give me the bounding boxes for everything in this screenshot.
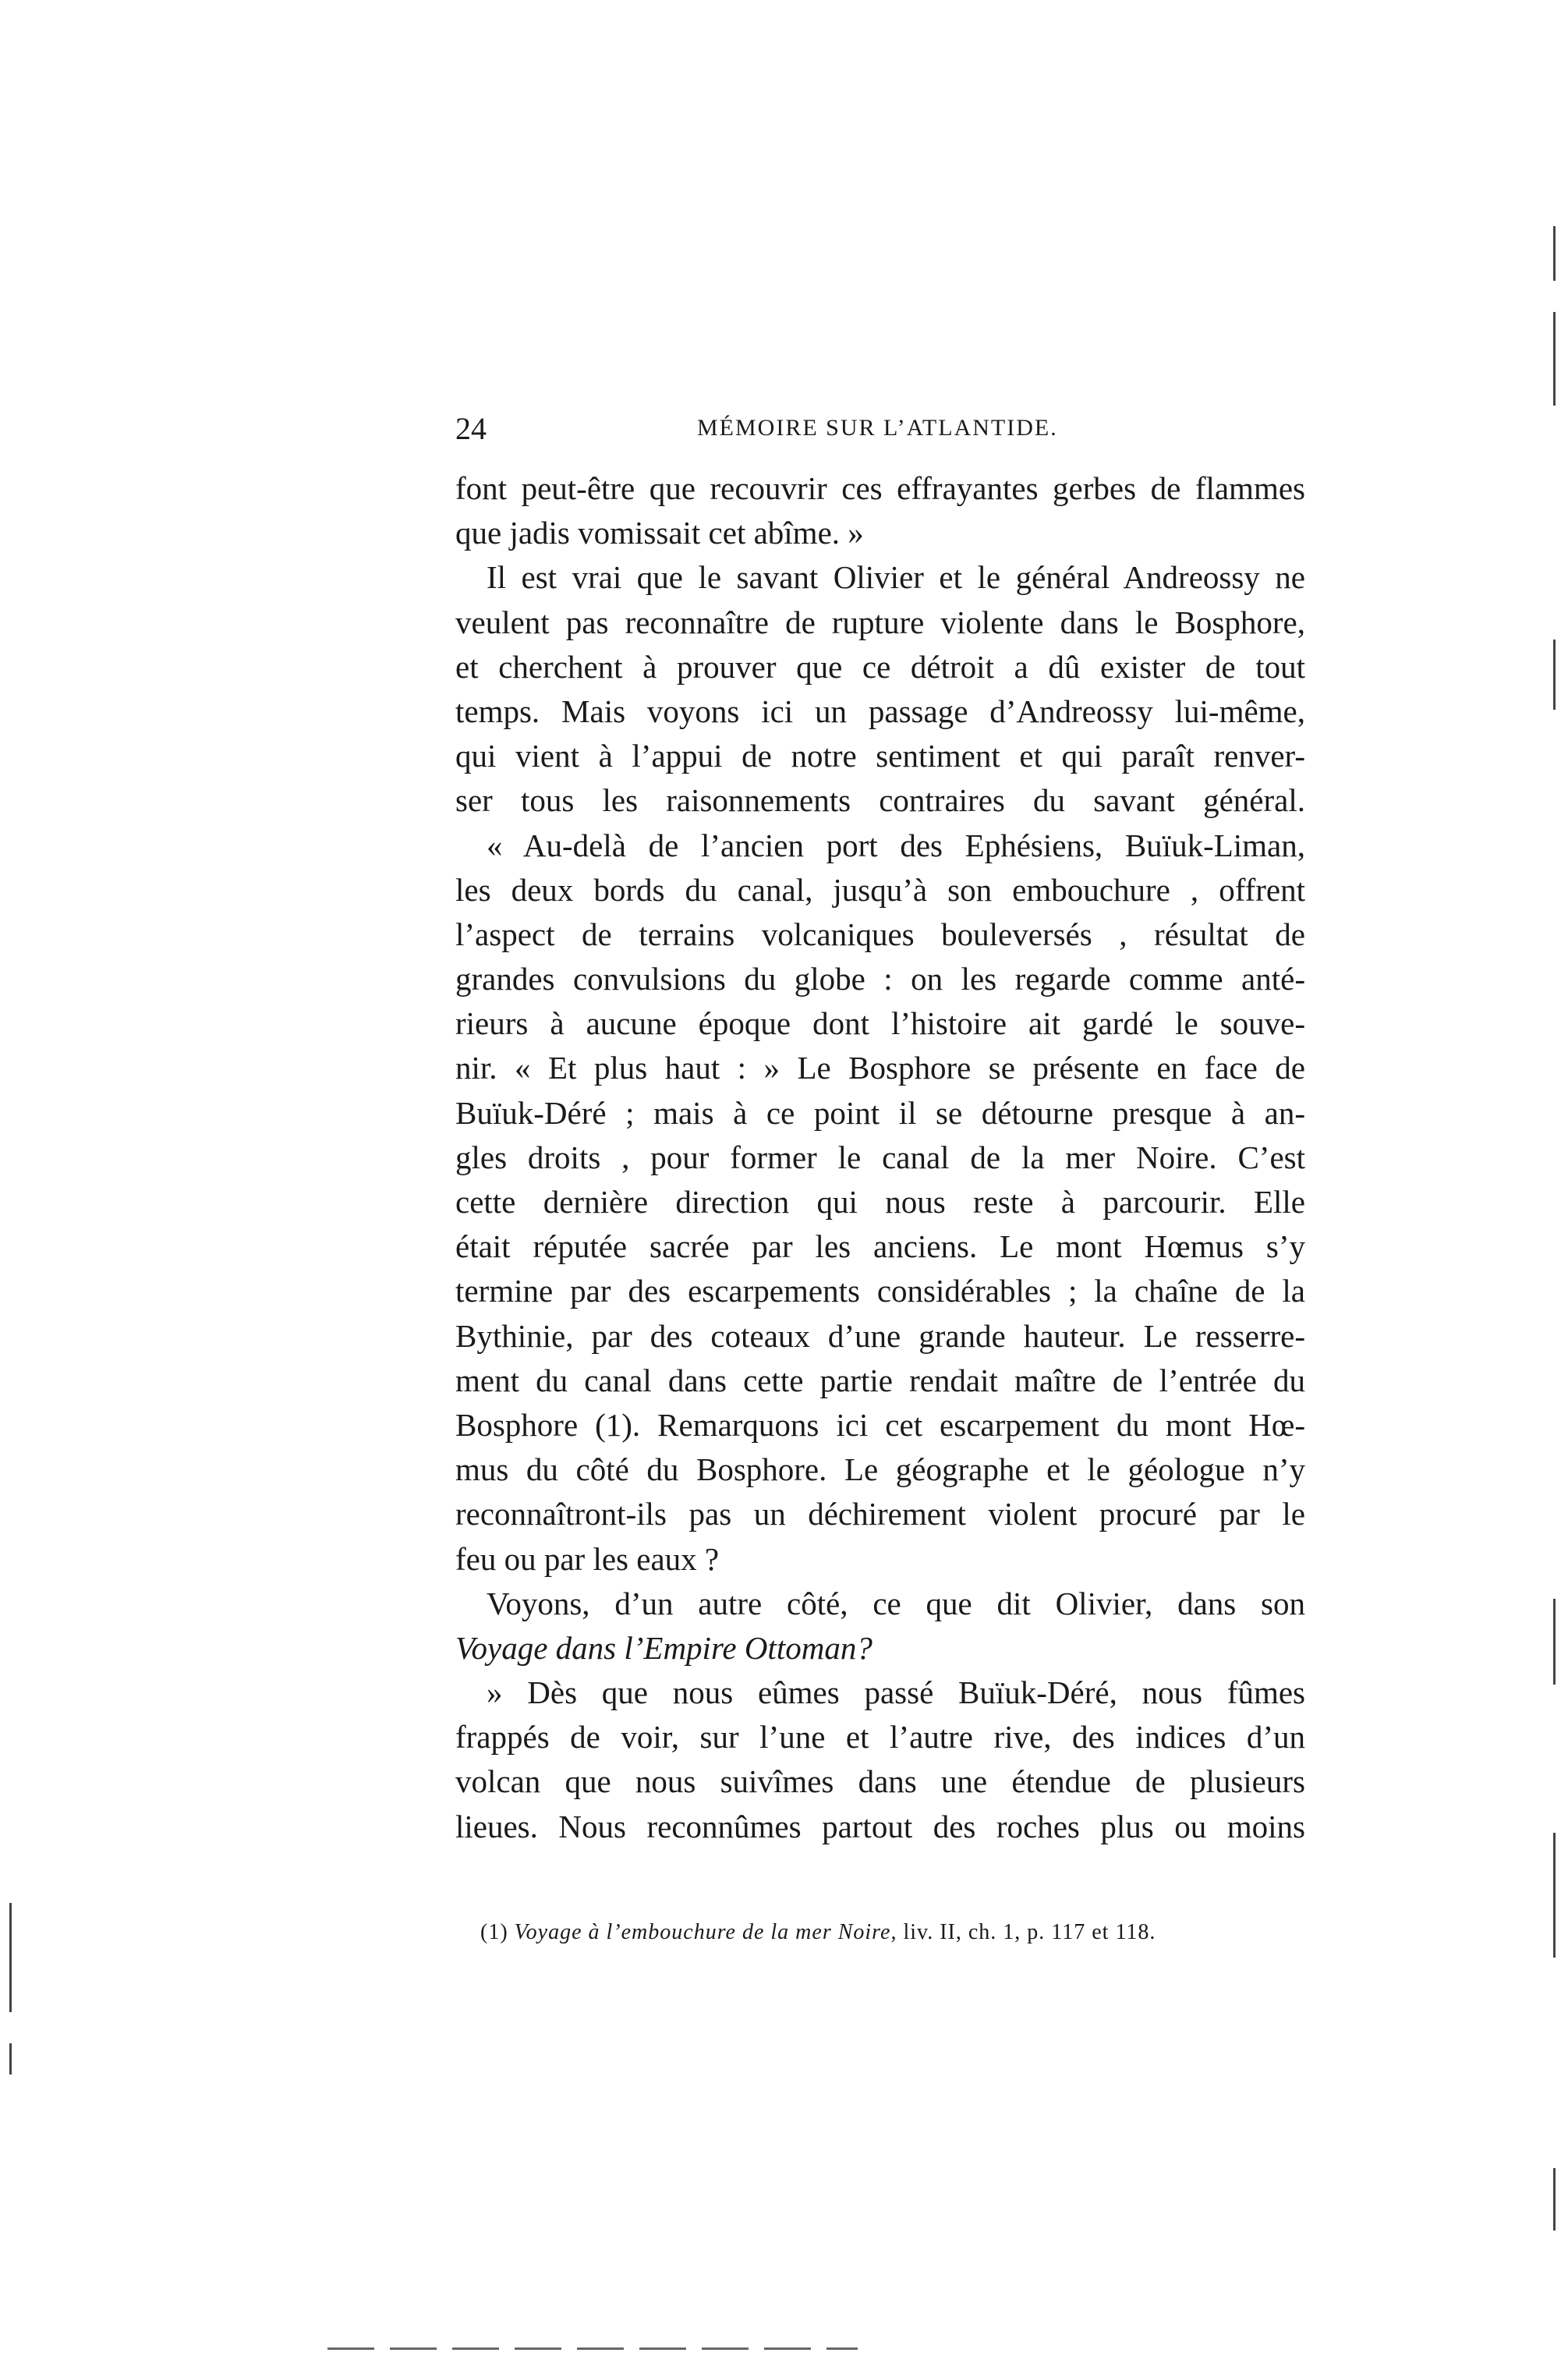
scan-edge-mark [1553,1599,1556,1685]
text-line: font peut-être que recouvrir ces effrayantes gerbes de flammes [455,470,1305,506]
scan-bottom-dash [327,2347,374,2350]
text-line: volcan que nous suivîmes dans une étendue de plusieurs [455,1763,1305,1800]
footnote-title: Voyage à l’embouchure de la mer Noire, [514,1920,897,1944]
text-line: Il est vrai que le savant Olivier et le général Andreossy ne [487,559,1305,596]
scan-edge-mark [9,2043,12,2075]
text-line: temps. Mais voyons ici un passage d’Andreossy lui-même, [455,693,1305,729]
scan-edge-mark [1553,2168,1556,2230]
scan-bottom-dash [826,2347,858,2350]
text-line: grandes convulsions du globe : on les regarde comme anté- [455,961,1305,997]
scan-edge-mark [1553,1833,1556,1958]
text-line: lieues. Nous reconnûmes partout des roches plus ou moins [455,1808,1305,1844]
body-text [455,466,1305,1849]
scan-bottom-dash [452,2347,499,2350]
text-line: Bosphore (1). Remarquons ici cet escarpement du mont Hœ- [455,1406,1305,1443]
scan-bottom-dash [639,2347,686,2350]
text-line: était réputée sacrée par les anciens. Le mont Hœmus s’y [455,1228,1305,1265]
text-line: Voyons, d’un autre côté, ce que dit Olivier, dans son [487,1585,1305,1621]
text-line: ment du canal dans cette partie rendait maître de l’entrée du [455,1362,1305,1398]
scan-bottom-dash [390,2347,437,2350]
scan-bottom-dash [702,2347,749,2350]
text-line: feu ou par les eaux ? [455,1540,720,1577]
scan-edge-mark [1553,640,1556,710]
text-line: frappés de voir, sur l’une et l’autre rive, des indices d’un [455,1719,1305,1756]
text-line: gles droits , pour former le canal de la mer Noire. C’est [455,1139,1305,1175]
footnote-reference: liv. II, ch. 1, p. 117 et 118. [903,1920,1156,1944]
text-line: rieurs à aucune époque dont l’histoire ait gardé le souve- [455,1005,1305,1042]
running-title: MÉMOIRE SUR L’ATLANTIDE. [697,415,1058,441]
scan-edge-mark [1553,312,1556,406]
text-line: que jadis vomissait cet abîme. » [455,515,864,551]
scan-bottom-dash [577,2347,624,2350]
text-line: Voyage dans l’Empire Ottoman? [455,1629,872,1666]
footnote-marker: (1) [480,1920,508,1944]
page-number: 24 [455,411,487,446]
running-head [455,410,1305,457]
text-line: les deux bords du canal, jusqu’à son embouchure , offrent [455,871,1305,908]
text-line: Bythinie, par des coteaux d’une grande hauteur. Le resserre- [455,1317,1305,1354]
text-line: Buïuk-Déré ; mais à ce point il se détourne presque à an- [455,1094,1305,1131]
text-line: » Dès que nous eûmes passé Buïuk-Déré, nous fûmes [487,1674,1305,1711]
text-line: mus du côté du Bosphore. Le géographe et le géologue n’y [455,1451,1305,1488]
text-line: ser tous les raisonnements contraires du savant général. [455,782,1305,819]
scan-bottom-dash [515,2347,561,2350]
text-line: « Au-delà de l’ancien port des Ephésiens, Buïuk-Liman, [487,827,1305,863]
text-line: termine par des escarpements considérables ; la chaîne de la [455,1273,1305,1309]
text-line: reconnaîtront-ils pas un déchirement violent procuré par le [455,1496,1305,1532]
text-line: et cherchent à prouver que ce détroit a dû exister de tout [455,648,1305,685]
text-line: l’aspect de terrains volcaniques bouleversés , résultat de [455,916,1305,952]
scan-bottom-dash [764,2347,811,2350]
text-line: cette dernière direction qui nous reste à parcourir. Elle [455,1184,1305,1220]
scan-edge-mark [9,1903,12,2012]
text-line: nir. « Et plus haut : » Le Bosphore se présente en face de [455,1050,1305,1086]
text-line: veulent pas reconnaître de rupture violente dans le Bosphore, [455,604,1305,640]
text-line: qui vient à l’appui de notre sentiment et qui paraît renver- [455,738,1305,774]
footnote [480,1920,1315,1945]
scan-edge-mark [1553,226,1556,281]
